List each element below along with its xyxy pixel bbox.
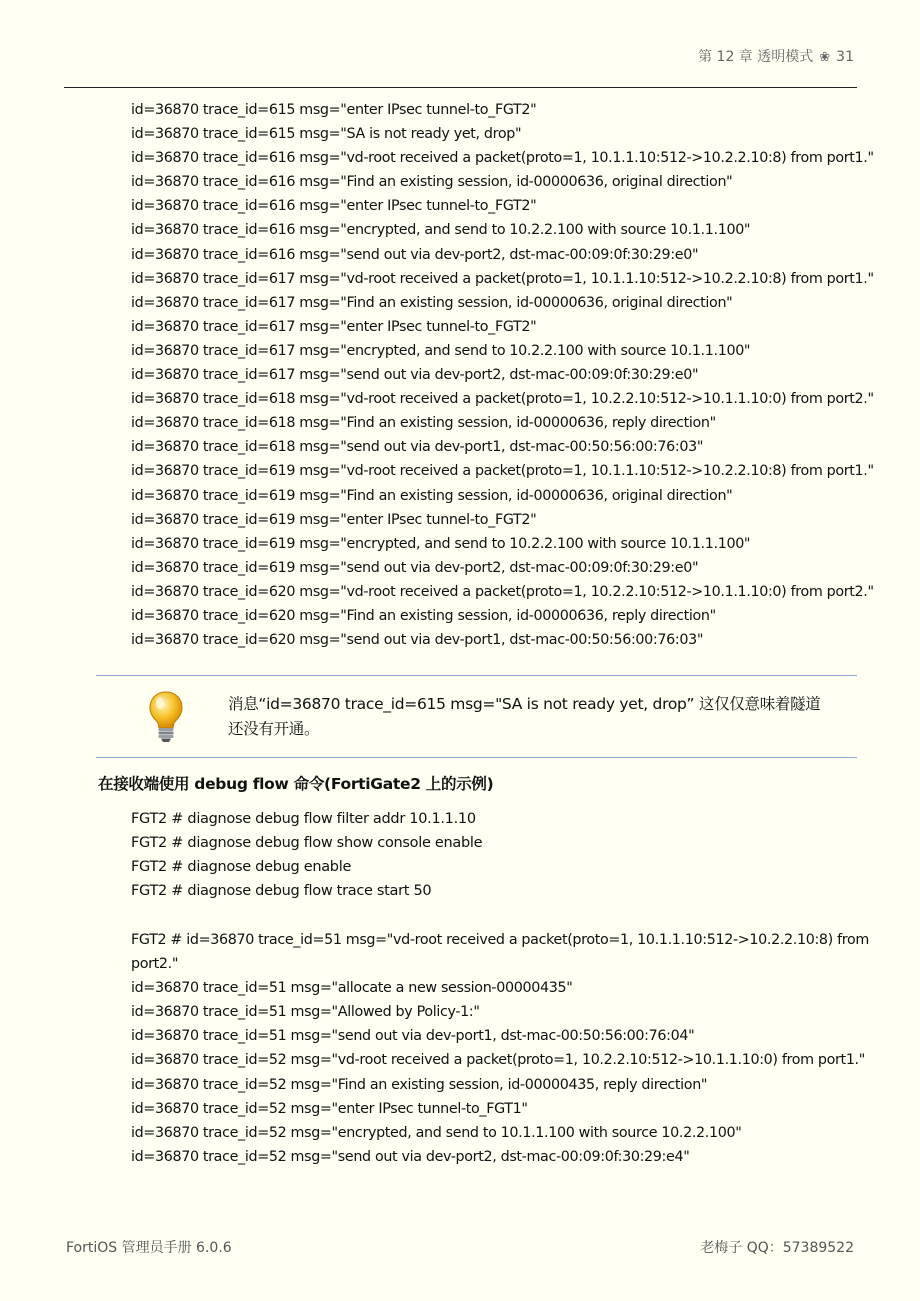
- trace-line: id=36870 trace_id=52 msg="enter IPsec tunnel-to_FGT1": [131, 1100, 528, 1117]
- page-header: [698, 46, 854, 66]
- log-line: id=36870 trace_id=616 msg="enter IPsec tunnel-to_FGT2": [131, 198, 537, 215]
- log-line: id=36870 trace_id=617 msg="vd-root received a packet(proto=1, 10.1.1.10:512->10.2.2.10:8) from port1.": [131, 270, 874, 287]
- log-line: id=36870 trace_id=619 msg="vd-root received a packet(proto=1, 10.1.1.10:512->10.2.2.10:8) from port1.": [131, 463, 874, 480]
- tip-line-2: 还没有开通。: [228, 720, 320, 738]
- lightbulb-icon: [148, 690, 184, 744]
- log-line: id=36870 trace_id=616 msg="vd-root received a packet(proto=1, 10.1.1.10:512->10.2.2.10:8) from port1.": [131, 150, 874, 167]
- tip-text: [228, 692, 858, 742]
- log-line: id=36870 trace_id=616 msg="Find an existing session, id-00000636, original direction": [131, 174, 733, 191]
- trace-line: id=36870 trace_id=52 msg="Find an existing session, id-00000435, reply direction": [131, 1076, 708, 1093]
- trace-first-line: FGT2 # id=36870 trace_id=51 msg="vd-root received a packet(proto=1, 10.1.1.10:512->10.2.2.10:8) from: [131, 932, 869, 948]
- log-line: id=36870 trace_id=620 msg="Find an existing session, id-00000636, reply direction": [131, 607, 716, 624]
- page-number: 31: [836, 49, 854, 65]
- header-divider: [64, 87, 857, 88]
- command-line: FGT2 # diagnose debug flow trace start 50: [131, 883, 432, 900]
- footer-author: 老梅子 QQ：57389522: [700, 1240, 854, 1256]
- tip-line-1: 消息“id=36870 trace_id=615 msg="SA is not ready yet, drop” 这仅仅意味着隧道: [228, 695, 821, 713]
- footer-manual-title: FortiOS 管理员手册 6.0.6: [66, 1240, 232, 1256]
- log-line: id=36870 trace_id=615 msg="SA is not ready yet, drop": [131, 126, 522, 143]
- trace-first-line-cont: port2.": [131, 956, 179, 973]
- command-line: FGT2 # diagnose debug enable: [131, 859, 352, 876]
- section-title: 在接收端使用 debug flow 命令(FortiGate2 上的示例): [98, 775, 494, 793]
- log-line: id=36870 trace_id=616 msg="encrypted, and send to 10.2.2.100 with source 10.1.1.100": [131, 222, 751, 239]
- command-block: [131, 807, 482, 903]
- tip-box: [96, 675, 857, 758]
- trace-line: id=36870 trace_id=51 msg="send out via dev-port1, dst-mac-00:50:56:00:76:04": [131, 1028, 695, 1045]
- chapter-title: 第 12 章 透明模式: [698, 49, 814, 65]
- command-line: FGT2 # diagnose debug flow show console enable: [131, 835, 483, 852]
- log-line: id=36870 trace_id=615 msg="enter IPsec tunnel-to_FGT2": [131, 102, 537, 118]
- log-line: id=36870 trace_id=616 msg="send out via dev-port2, dst-mac-00:09:0f:30:29:e0": [131, 246, 699, 263]
- trace-line: id=36870 trace_id=51 msg="Allowed by Policy-1:": [131, 1004, 480, 1021]
- command-line: FGT2 # diagnose debug flow filter addr 10.1.1.10: [131, 811, 476, 827]
- log-line: id=36870 trace_id=617 msg="Find an existing session, id-00000636, original direction": [131, 294, 733, 311]
- log-line: id=36870 trace_id=619 msg="encrypted, and send to 10.2.2.100 with source 10.1.1.100": [131, 535, 751, 552]
- log-line: id=36870 trace_id=619 msg="enter IPsec tunnel-to_FGT2": [131, 511, 537, 528]
- log-line: id=36870 trace_id=619 msg="Find an existing session, id-00000636, original direction": [131, 487, 733, 504]
- debug-log-block: [131, 98, 874, 652]
- log-line: id=36870 trace_id=618 msg="vd-root received a packet(proto=1, 10.2.2.10:512->10.1.1.10:0) from port2.": [131, 391, 874, 408]
- log-line: id=36870 trace_id=618 msg="Find an existing session, id-00000636, reply direction": [131, 415, 716, 432]
- log-line: id=36870 trace_id=620 msg="vd-root received a packet(proto=1, 10.2.2.10:512->10.1.1.10:0) from port2.": [131, 583, 874, 600]
- log-line: id=36870 trace_id=620 msg="send out via dev-port1, dst-mac-00:50:56:00:76:03": [131, 632, 704, 649]
- trace-line: id=36870 trace_id=51 msg="allocate a new session-00000435": [131, 980, 573, 997]
- log-line: id=36870 trace_id=618 msg="send out via dev-port1, dst-mac-00:50:56:00:76:03": [131, 439, 704, 456]
- trace-line: id=36870 trace_id=52 msg="encrypted, and send to 10.1.1.100 with source 10.2.2.100": [131, 1124, 742, 1141]
- trace-line: id=36870 trace_id=52 msg="send out via dev-port2, dst-mac-00:09:0f:30:29:e4": [131, 1148, 690, 1165]
- flower-icon: ❀: [819, 50, 831, 65]
- log-line: id=36870 trace_id=617 msg="enter IPsec tunnel-to_FGT2": [131, 318, 537, 335]
- log-line: id=36870 trace_id=617 msg="encrypted, and send to 10.2.2.100 with source 10.1.1.100": [131, 342, 751, 359]
- log-line: id=36870 trace_id=617 msg="send out via dev-port2, dst-mac-00:09:0f:30:29:e0": [131, 367, 699, 384]
- trace-block: [131, 928, 869, 1169]
- trace-line: id=36870 trace_id=52 msg="vd-root received a packet(proto=1, 10.2.2.10:512->10.1.1.10:0) from port1.": [131, 1052, 865, 1069]
- log-line: id=36870 trace_id=619 msg="send out via dev-port2, dst-mac-00:09:0f:30:29:e0": [131, 559, 699, 576]
